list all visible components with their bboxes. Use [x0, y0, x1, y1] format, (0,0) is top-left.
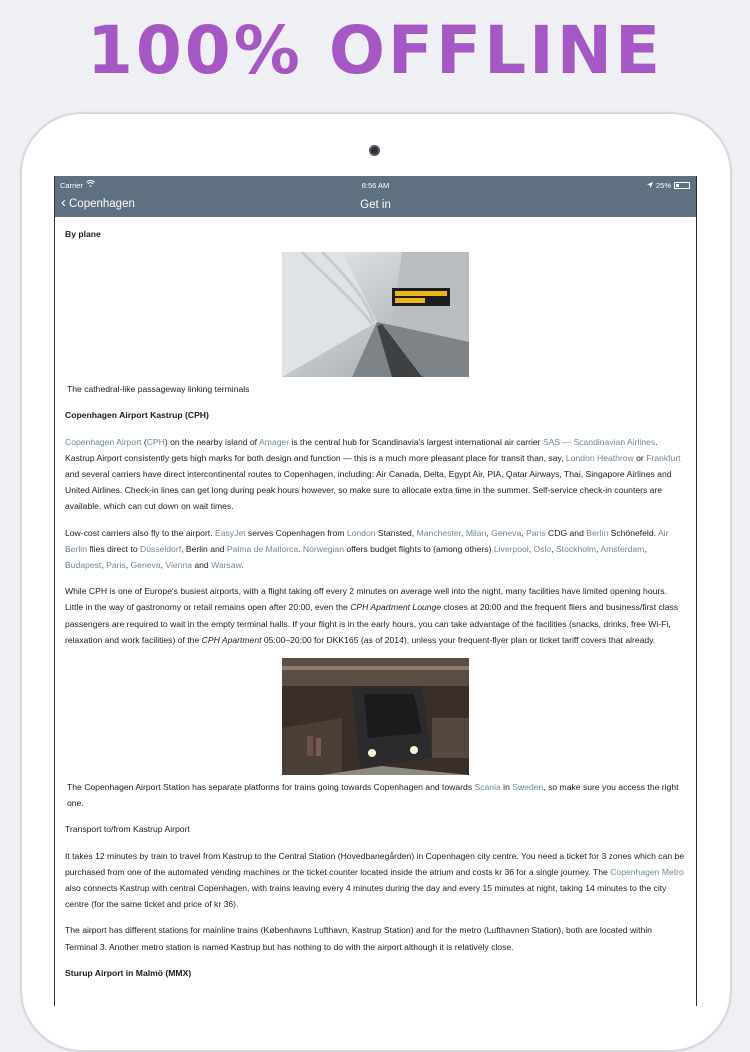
- link-sweden[interactable]: Sweden: [512, 782, 544, 793]
- link-amsterdam[interactable]: Amsterdam: [600, 543, 645, 554]
- text: ,: [551, 543, 556, 554]
- text: flies direct to: [86, 543, 140, 554]
- text: ,: [644, 543, 647, 554]
- battery-percent: 25%: [655, 181, 671, 190]
- link-copenhagen-metro[interactable]: Copenhagen Metro: [610, 866, 684, 877]
- link-paris[interactable]: Paris: [526, 527, 546, 538]
- carrier-label: Carrier: [60, 181, 83, 190]
- paragraph-stations: The airport has different stations for mainline trains (Københavns Lufthavn, Kastrup Station) and for the metro (Lufthavnen Station), both are located within Terminal 3. Another metro station is named Kastrup but has nothing to do with the airport although it is relatively close.: [65, 925, 652, 952]
- link-paris-2[interactable]: Paris: [106, 560, 126, 571]
- link-air-berlin[interactable]: Air Berlin: [65, 527, 669, 554]
- link-amager[interactable]: Amager: [258, 436, 290, 447]
- link-oslo[interactable]: Oslo: [533, 543, 552, 554]
- text: or: [633, 452, 647, 463]
- text: , Berlin and: [181, 543, 227, 554]
- location-arrow-icon: [647, 181, 653, 190]
- transport-heading: Transport to/from Kastrup Airport: [65, 824, 190, 835]
- battery-icon: [674, 182, 690, 189]
- text: (: [141, 436, 147, 447]
- text: .: [241, 560, 244, 571]
- text: also connects Kastrup with central Copenhagen, with trains leaving every 4 minutes during the day and every 15 minutes at night, taking 14 minutes to the city centre (for the same ticket and price of kr 36).: [65, 883, 667, 910]
- text: It takes 12 minutes by train to travel from Kastrup to the Central Station (Hovedbanegården) in Copenhagen city centre. You need a ticket for 3 zones which can be purchased from one of the automated vending machines or the ticket counter located inside the atrium and costs kr 36 for a single journey. The: [65, 850, 685, 877]
- lounge-name: CPH Apartment: [201, 634, 262, 645]
- promo-headline: 100% OFFLINE: [86, 12, 664, 89]
- back-button-label: Copenhagen: [69, 198, 135, 210]
- text: .: [298, 543, 303, 554]
- link-palma[interactable]: Palma de Mallorca: [226, 543, 299, 554]
- section-heading: By plane: [65, 229, 101, 239]
- text: ,: [160, 560, 166, 571]
- text: Low-cost carriers also fly to the airport.: [65, 527, 215, 538]
- text: . Kastrup Airport consistently gets high marks for both design and function — this is a much more pleasant place for transit than, say,: [65, 436, 658, 463]
- next-heading: Sturup Airport in Malmö (MMX): [65, 967, 192, 978]
- lounge-name: CPH Apartment Lounge: [350, 602, 442, 613]
- link-budapest[interactable]: Budapest: [65, 560, 102, 571]
- link-sas[interactable]: SAS — Scandinavian Airlines: [542, 436, 656, 447]
- image-caption: The cathedral-like passageway linking terminals: [67, 384, 250, 395]
- text: ) on the nearby island of: [164, 436, 259, 447]
- status-right: [647, 181, 690, 190]
- link-london[interactable]: London: [346, 527, 376, 538]
- nav-title: Get in: [360, 199, 391, 211]
- text: CDG and: [545, 527, 587, 538]
- link-scania[interactable]: Scania: [474, 782, 501, 793]
- link-milan[interactable]: Milan: [465, 527, 487, 538]
- link-dusseldorf[interactable]: Düsseldorf: [140, 543, 182, 554]
- paragraph-train: [65, 848, 686, 913]
- text: ,: [521, 527, 527, 538]
- status-bar: [55, 176, 696, 194]
- text: ,: [125, 560, 131, 571]
- link-geneva-2[interactable]: Geneva: [130, 560, 161, 571]
- terminal-passageway-image: [282, 252, 469, 377]
- link-copenhagen-airport[interactable]: Copenhagen Airport: [65, 436, 142, 447]
- text: , so make sure you access the right one.: [67, 782, 679, 809]
- link-vienna[interactable]: Vienna: [165, 560, 192, 571]
- text: ,: [486, 527, 492, 538]
- text: ,: [596, 543, 601, 554]
- text: The Copenhagen Airport Station has separate platforms for trains going towards Copenhagen and towards: [67, 782, 475, 793]
- text: and several carriers have direct intercontinental routes to Copenhagen, including: Air Canada, Delta, Egypt Air, PIA, Qatar Airways, Thai, Singapore Airlines and United Airlines. Check-in lines can get long during peak hours however, so make sure to allocate extra time in the summer. Self-service check-in counters are available, which can cut down on wait times.: [65, 469, 672, 512]
- text: in: [500, 782, 513, 793]
- link-easyjet[interactable]: EasyJet: [214, 527, 246, 538]
- airport-heading: Copenhagen Airport Kastrup (CPH): [65, 410, 209, 421]
- text: Schönefeld.: [608, 527, 658, 538]
- article-body: [55, 217, 696, 981]
- text: While CPH is one of Europe's busiest airports, with a flight taking off every 2 minutes on average well into the night, many facilities have limited opening hours. Little in the way of gastronomy or retail remains open after 20:00, even the: [65, 586, 667, 613]
- text: closes at 20:00 and the frequent fliers and business/first class passengers are required to wait in the empty terminal halls. If your flight is in the early hours, you can take advantage of the facilities (snacks, drinks, free Wi-Fi, relaxation and work facilities) of the: [65, 602, 679, 645]
- text: serves Copenhagen from: [245, 527, 347, 538]
- link-berlin[interactable]: Berlin: [586, 527, 609, 538]
- link-stockholm[interactable]: Stockholm: [555, 543, 597, 554]
- link-manchester[interactable]: Manchester: [416, 527, 462, 538]
- text: ,: [101, 560, 107, 571]
- text: Stansted,: [375, 527, 417, 538]
- text: is the central hub for Scandinavia's largest international air carrier: [289, 436, 543, 447]
- link-liverpool[interactable]: Liverpool: [493, 543, 529, 554]
- link-london-heathrow[interactable]: London Heathrow: [565, 452, 634, 463]
- clock: 8:56 AM: [361, 181, 390, 190]
- app-screen: [54, 176, 697, 1006]
- link-cph[interactable]: CPH: [146, 436, 165, 447]
- link-geneva[interactable]: Geneva: [491, 527, 522, 538]
- text: offers budget flights to (among others): [344, 543, 494, 554]
- station-caption: [65, 779, 686, 811]
- front-camera: [369, 145, 380, 156]
- paragraph-cph: [65, 434, 686, 515]
- paragraph-lowcost: [65, 525, 686, 574]
- text: ,: [461, 527, 466, 538]
- text: 05:00–20:00 for DKK165 (as of 2014), unless your frequent-flyer plan or ticket tariff covers that already.: [261, 634, 656, 645]
- link-frankfurt[interactable]: Frankfurt: [646, 452, 681, 463]
- link-norwegian[interactable]: Norwegian: [302, 543, 344, 554]
- airport-station-image: [282, 658, 469, 775]
- text: ,: [528, 543, 534, 554]
- link-warsaw[interactable]: Warsaw: [211, 560, 242, 571]
- navigation-bar: [55, 194, 696, 217]
- chevron-left-icon: ‹: [61, 194, 66, 211]
- paragraph-facilities: [65, 583, 686, 648]
- text: and: [191, 560, 212, 571]
